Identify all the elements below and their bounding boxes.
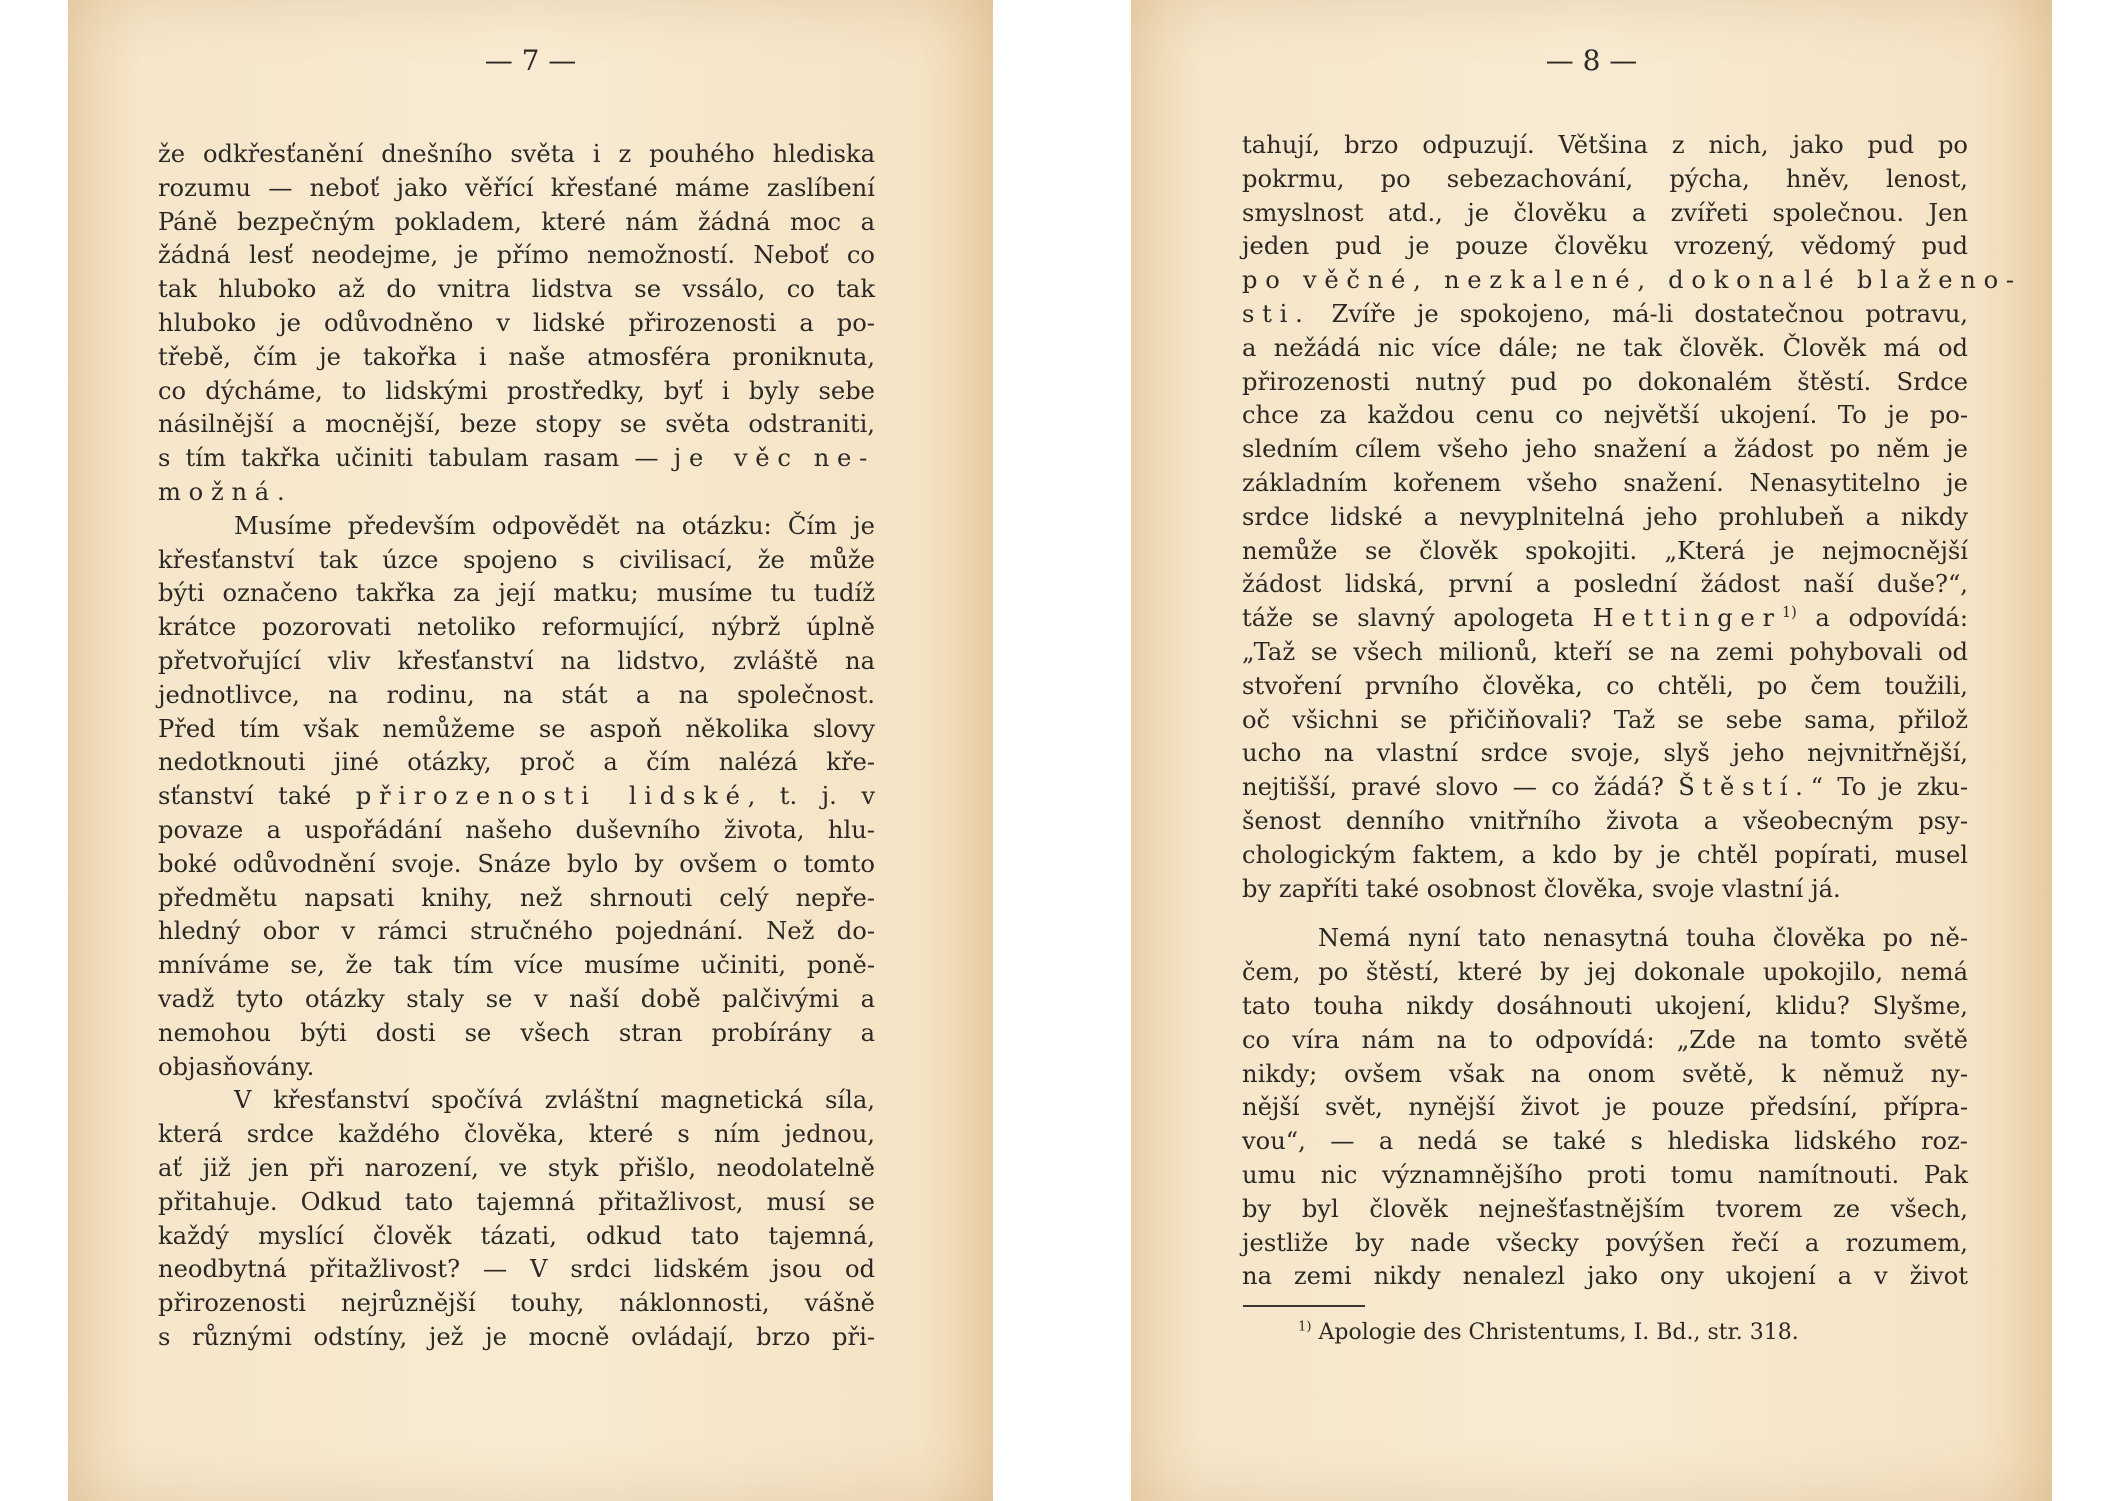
footnote [1298,1318,1948,1348]
text-run: a odpovídá: [1796,604,1968,633]
text-line: na zemi nikdy nenalezl jako ony ukojení a v život [1242,1262,1968,1291]
text-line: s různými odstíny, jež je mocně ovládají, brzo při- [158,1322,875,1351]
footnote-divider [1243,1305,1365,1307]
text-line: nější svět, nynější život je pouze předsíní, přípra- [1242,1093,1968,1122]
text-line: že odkřesťanění dnešního světa i z pouhého hlediska [158,140,875,168]
text-line: oč všichni se přičiňovali? Taž se sebe sama, přilož [1242,705,1968,734]
text-run: táže se slavný apologeta [1242,604,1593,633]
text-run: , t. j. v [747,782,875,811]
text-line: po věčné, nezkalené, dokonalé blaženo- [1242,266,2022,295]
text-line: a nežádá nic více dále; ne tak člověk. Člověk má od [1242,333,1968,362]
text-line: tak hluboko až do vnitra lidstva se vssálo, co tak [158,275,875,304]
text-line: pokrmu, po sebezachování, pýcha, hněv, lenost, [1242,164,1968,193]
text-line: ať již jen při narození, ve styk přišlo, neodolatelně [158,1153,875,1182]
text-line: křesťanství tak úzce spojeno s civilisací, že může [158,545,875,574]
right-page [1131,0,2052,1501]
text-line: jeden pud je pouze člověku vrozený, vědomý pud [1242,232,1968,261]
text-line: každý myslící člověk tázati, odkud tato tajemná, [158,1221,875,1250]
text-line: mníváme se, že tak tím více musíme učiniti, poně- [158,951,875,980]
text-line: základním kořenem všeho snažení. Nenasytitelno je [1242,468,1968,497]
text-line: která srdce každého člověka, které s ním jednou, [158,1120,875,1149]
text-line: šenost denního vnitřního života a všeobecným psy- [1242,806,1968,835]
text-line: Nemá nyní tato nenasytná touha člověka po ně- [1318,924,1968,953]
text-line: jestliže by nade všecky povýšen řečí a rozumem, [1242,1228,1968,1257]
text-line: by zapříti také osobnost člověka, svoje vlastní já. [1242,874,1841,903]
text-run: s tím takřka učiniti tabulam rasam — [158,444,674,473]
text-line: sledním cílem všeho jeho snažení a žádost po něm je [1242,435,1968,464]
text-line: stvoření prvního člověka, co chtěli, po čem toužili, [1242,671,1968,700]
text-line: nemůže se člověk spokojiti. „Která je nejmocnější [1242,536,1968,565]
page-body [1242,129,2022,1294]
text-line [1242,298,1968,332]
text-line: by byl člověk nejnešťastnějším tvorem ze všech, [1242,1194,1968,1223]
spaced-text: ne- [813,444,875,473]
text-line: hluboko je odůvodněno v lidské přirozenosti a po- [158,308,875,337]
text-line: žádná lesť neodejme, je přímo nemožností. Neboť co [158,241,875,270]
text-line [158,780,875,814]
text-line: možná. [158,477,293,506]
footnote-marker: 1) [1781,605,1797,622]
text-line: umu nic významnějšího proti tomu namítnouti. Pak [1242,1160,1968,1189]
text-line: chce za každou cenu co největší ukojení. To je po- [1242,401,1968,430]
text-line: nedotknouti jiné otázky, proč a čím nalézá kře- [158,748,875,777]
spaced-text: je věc [673,444,799,473]
text-line: nikdy; ovšem však na onom světě, k němuž ny- [1242,1059,1968,1088]
footnote-text: Apologie des Christentums, I. Bd., str. 318. [1311,1320,1799,1345]
text-line: boké odůvodnění svoje. Snáze bylo by ovšem o tomto [158,849,875,878]
text-line: srdce lidské a nevyplnitelná jeho prohlubeň a nikdy [1242,502,1968,531]
text-line: předmětu napsati knihy, než shrnouti celý nepře- [158,883,875,912]
text-run: Zvíře je spokojeno, má-li dostatečnou potravu, [1310,299,1968,328]
spaced-text: přirozenosti lidské [355,782,748,811]
text-line: býti označeno takřka za její matku; musíme tu tudíž [158,579,875,608]
text-line: nemohou býti dosti se všech stran probírány a [158,1018,875,1047]
text-line: přitahuje. Odkud tato tajemná přitažlivost, musí se [158,1187,875,1216]
text-line: přirozenosti nutný pud po dokonalém štěstí. Srdce [1242,367,1968,396]
text-run: sťanství také [158,782,356,811]
text-line: co víra nám na to odpovídá: „Zde na tomto světě [1242,1025,1968,1054]
text-run: nejtišší, pravé slovo — co žádá? [1242,773,1679,802]
text-line: krátce pozorovati netoliko reformující, nýbrž úplně [158,613,875,642]
text-line: tahují, brzo odpuzují. Většina z nich, jako pud po [1242,131,1968,159]
text-line: Před tím však nemůžeme se aspoň několika slovy [158,714,875,743]
spaced-text: sti. [1242,299,1311,328]
text-line: čem, po štěstí, které by jej dokonale upokojilo, nemá [1242,958,1968,987]
text-line: co dýcháme, to lidskými prostředky, byť i byly sebe [158,376,875,405]
footnote-marker: 1) [1298,1319,1312,1335]
text-line: objasňovány. [158,1052,315,1081]
text-line: smyslnost atd., je člověku a zvířeti společnou. Jen [1242,198,1968,227]
text-line: přetvořující vliv křesťanství na lidstvo, zvláště na [158,646,875,675]
text-line [158,442,875,476]
paragraph-gap [1242,906,1968,922]
text-line: Musíme především odpovědět na otázku: Čím je [234,511,875,540]
text-line [1242,771,1968,805]
text-line: vou“, — a nedá se také s hlediska lidského roz- [1242,1127,1968,1156]
text-run: “ To je zku- [1810,773,1968,802]
text-line: chologickým faktem, a kdo by je chtěl popírati, musel [1242,840,1968,869]
text-line: násilnější a mocnější, beze stopy se světa odstraniti, [158,410,875,439]
page-body [158,138,875,1355]
text-line: rozumu — neboť jako věřící křesťané máme zaslíbení [158,173,875,202]
text-line: ucho na vlastní srdce svoje, slyš jeho nejvnitřnější, [1242,739,1968,768]
text-line: přirozenosti nejrůznější touhy, náklonnosti, vášně [158,1289,875,1318]
text-line: V křesťanství spočívá zvláštní magnetická síla, [234,1086,875,1115]
text-line: žádost lidská, první a poslední žádost naší duše?“, [1242,570,1968,599]
author-name: Hettinger [1592,604,1782,633]
spaced-text: Štěstí. [1678,773,1811,802]
text-line: neodbytná přitažlivost? — V srdci lidském jsou od [158,1255,875,1284]
text-line: Páně bezpečným pokladem, které nám žádná moc a [158,207,875,236]
text-line: tato touha nikdy dosáhnouti ukojení, klidu? Slyšme, [1242,991,1968,1020]
text-line: třebě, čím je takořka i naše atmosféra proniknuta, [158,342,875,371]
text-line: jednotlivce, na rodinu, na stát a na společnost. [158,680,875,709]
text-line: povaze a uspořádání našeho duševního života, hlu- [158,815,875,844]
text-line: vadž tyto otázky staly se v naší době palčivými a [158,984,875,1013]
text-line [1242,602,1968,636]
text-line: hledný obor v rámci stručného pojednání. Než do- [158,917,875,946]
page-number: — 8 — [1545,44,1638,77]
text-line: „Taž se všech milionů, kteří se na zemi pohybovali od [1242,637,1968,666]
page-number: — 7 — [484,44,577,77]
left-page [68,0,993,1501]
